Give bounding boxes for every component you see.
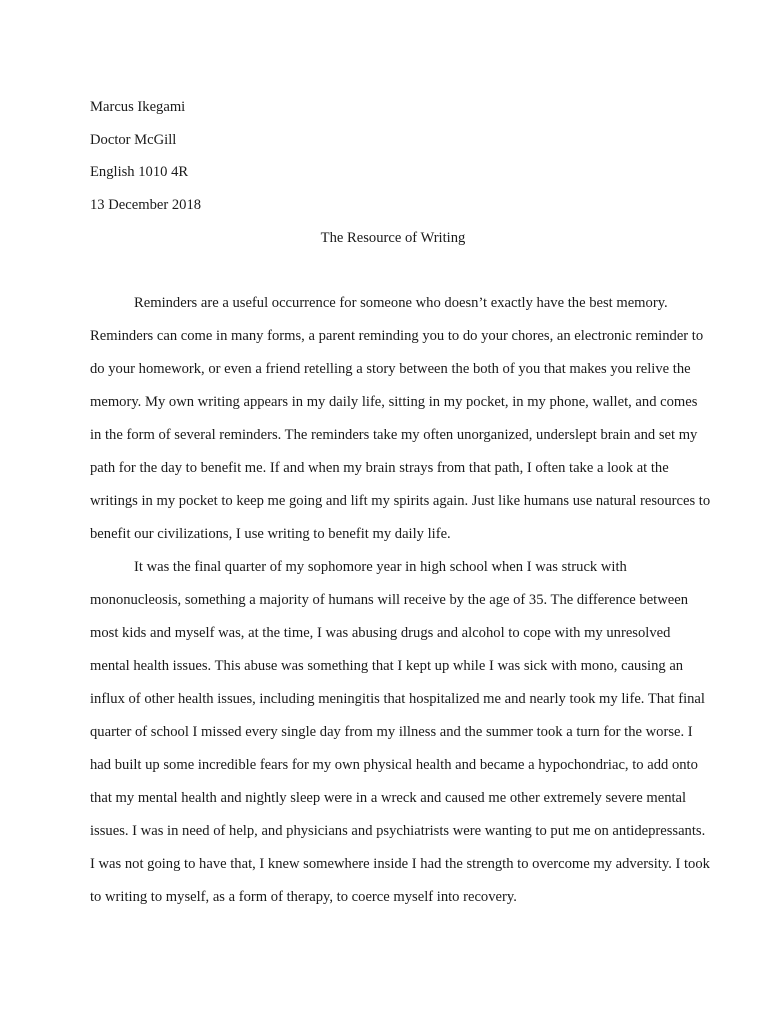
essay-title: The Resource of Writing xyxy=(320,229,466,246)
essay-date: 13 December 2018 xyxy=(90,197,202,214)
paragraph-line: benefit our civilizations, I use writing to benefit my daily life. xyxy=(90,526,451,543)
paragraph-line: that my mental health and nightly sleep were in a wreck and caused me other extremely severe mental xyxy=(90,790,687,807)
paragraph-line: quarter of school I missed every single day from my illness and the summer took a turn for the worse. I xyxy=(90,724,693,741)
author-name: Marcus Ikegami xyxy=(90,99,186,115)
paragraph-line: mental health issues. This abuse was something that I kept up while I was sick with mono, causing an xyxy=(90,658,684,675)
paragraph-line: It was the final quarter of my sophomore year in high school when I was struck with xyxy=(134,559,627,576)
paragraph-line: had built up some incredible fears for my own physical health and became a hypochondriac, to add onto xyxy=(90,757,698,774)
paragraph-line: most kids and myself was, at the time, I was abusing drugs and alcohol to cope with my unresolved xyxy=(90,625,671,642)
instructor-name: Doctor McGill xyxy=(90,131,177,148)
paragraph-line: path for the day to benefit me. If and when my brain strays from that path, I often take a look at the xyxy=(90,460,669,477)
paragraph-line: Reminders are a useful occurrence for someone who doesn’t exactly have the best memory. xyxy=(134,295,668,312)
paragraph-line: memory. My own writing appears in my daily life, sitting in my pocket, in my phone, wallet, and comes xyxy=(90,394,698,411)
paragraph-line: mononucleosis, something a majority of humans will receive by the age of 35. The difference between xyxy=(90,592,689,609)
paragraph-line: I was not going to have that, I knew somewhere inside I had the strength to overcome my adversity. I took xyxy=(90,856,710,873)
course-name: English 1010 4R xyxy=(90,164,189,181)
paragraph-line: do your homework, or even a friend retelling a story between the both of you that makes you relive the xyxy=(90,361,691,378)
paragraph-line: Reminders can come in many forms, a parent reminding you to do your chores, an electronic reminder to xyxy=(90,328,704,345)
paragraph-1 xyxy=(90,287,711,551)
paragraph-line: in the form of several reminders. The reminders take my often unorganized, underslept brain and set my xyxy=(90,427,698,444)
paragraph-line: influx of other health issues, including meningitis that hospitalized me and nearly took my life. That final xyxy=(90,691,705,708)
paragraph-line: to writing to myself, as a form of therapy, to coerce myself into recovery. xyxy=(90,889,517,906)
paragraph-line: writings in my pocket to keep me going and lift my spirits again. Just like humans use natural resources to xyxy=(90,493,711,510)
paragraph-line: issues. I was in need of help, and physicians and psychiatrists were wanting to put me on antidepressants. xyxy=(90,823,706,840)
paragraph-2 xyxy=(90,551,710,914)
